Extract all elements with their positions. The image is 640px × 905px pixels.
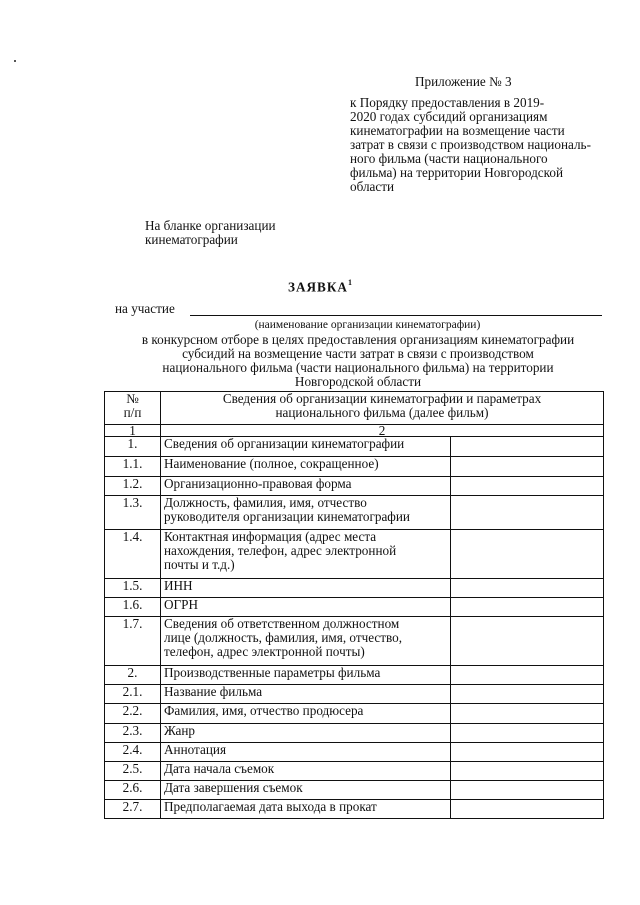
table-header-row	[105, 392, 604, 425]
footnote-mark: 1	[347, 278, 352, 287]
appendix-line: затрат в связи с производством националь-	[350, 137, 591, 152]
application-table	[104, 391, 604, 819]
row-description-line: Производственные параметры фильма	[164, 665, 381, 680]
row-description-line: Наименование (полное, сокращенное)	[164, 456, 379, 471]
row-description-line: Дата завершения съемок	[164, 780, 303, 795]
row-description	[161, 457, 451, 477]
row-number: 1.3.	[105, 496, 161, 530]
row-value-field[interactable]	[451, 617, 604, 666]
row-number: 1.6.	[105, 598, 161, 617]
row-number: 2.4.	[105, 743, 161, 762]
header-number-line: п/п	[123, 405, 142, 420]
row-value-field[interactable]	[451, 743, 604, 762]
row-value-field[interactable]	[451, 496, 604, 530]
row-description	[161, 530, 451, 579]
table-row	[105, 724, 604, 743]
row-description-line: почты и т.д.)	[164, 557, 235, 572]
row-number: 2.3.	[105, 724, 161, 743]
row-description-line: ИНН	[164, 578, 193, 593]
row-number: 1.7.	[105, 617, 161, 666]
row-description	[161, 617, 451, 666]
row-description	[161, 762, 451, 781]
row-description-line: Дата начала съемок	[164, 761, 275, 776]
table-row	[105, 477, 604, 496]
row-description-line: руководителя организации кинематографии	[164, 509, 410, 524]
row-value-field[interactable]	[451, 685, 604, 704]
table-row	[105, 530, 604, 579]
appendix-line: кинематографии на возмещение части	[350, 123, 565, 138]
row-number: 1.1.	[105, 457, 161, 477]
row-value-field[interactable]	[451, 477, 604, 496]
letterhead-line: кинематографии	[145, 232, 238, 247]
purpose-line: в конкурсном отборе в целях предоставления организациям кинематографии	[141, 332, 575, 347]
table-row	[105, 579, 604, 598]
appendix-title: Приложение № 3	[415, 74, 512, 89]
purpose-line: национального фильма (части национального фильма) на территории	[162, 360, 554, 375]
participation-label: на участие	[115, 301, 175, 316]
row-value-field[interactable]	[451, 579, 604, 598]
table-row	[105, 800, 604, 819]
row-description-line: Сведения об организации кинематографии	[164, 436, 405, 451]
table-row	[105, 685, 604, 704]
appendix-line: фильма) на территории Новгородской	[350, 165, 564, 180]
table-index-row	[105, 425, 604, 437]
row-number: 2.5.	[105, 762, 161, 781]
table-row	[105, 781, 604, 800]
row-value-field[interactable]	[451, 781, 604, 800]
row-description-line: ОГРН	[164, 597, 199, 612]
header-number-cell	[105, 392, 161, 425]
row-number: 1.4.	[105, 530, 161, 579]
row-description	[161, 477, 451, 496]
row-description	[161, 800, 451, 819]
table-row	[105, 743, 604, 762]
row-number: 2.1.	[105, 685, 161, 704]
appendix-line: области	[350, 179, 395, 194]
appendix-line: к Порядку предоставления в 2019-	[350, 95, 545, 110]
purpose-text	[113, 333, 603, 389]
row-description-line: телефон, адрес электронной почты)	[164, 644, 365, 659]
row-description-line: Организационно-правовая форма	[164, 476, 352, 491]
row-description	[161, 579, 451, 598]
row-value-field[interactable]	[451, 762, 604, 781]
document-title	[0, 277, 640, 294]
row-description	[161, 743, 451, 762]
row-value-field[interactable]	[451, 724, 604, 743]
header-number-line: №	[126, 391, 139, 406]
organization-name-hint: (наименование организации кинематографии)	[254, 319, 481, 331]
appendix-reference	[350, 96, 605, 194]
table-row	[105, 617, 604, 666]
table-row	[105, 704, 604, 724]
row-value-field[interactable]	[451, 704, 604, 724]
row-description	[161, 598, 451, 617]
row-number: 2.6.	[105, 781, 161, 800]
index-cell: 2	[161, 425, 604, 437]
row-value-field[interactable]	[451, 437, 604, 457]
row-description-line: лице (должность, фамилия, имя, отчество,	[164, 630, 403, 645]
table-row	[105, 496, 604, 530]
letterhead-line: На бланке организации	[145, 218, 276, 233]
scan-speck	[14, 60, 16, 62]
title-text: ЗАЯВКА	[288, 279, 348, 295]
letterhead-note	[145, 219, 325, 247]
row-description-line: нахождения, телефон, адрес электронной	[164, 543, 397, 558]
header-description-cell	[161, 392, 604, 425]
row-number: 1.	[105, 437, 161, 457]
header-description-line: Сведения об организации кинематографии и параметрах	[222, 391, 542, 406]
row-number: 1.5.	[105, 579, 161, 598]
row-value-field[interactable]	[451, 800, 604, 819]
row-description	[161, 496, 451, 530]
purpose-line: Новгородской области	[294, 374, 422, 389]
row-description-line: Сведения об ответственном должностном	[164, 616, 400, 631]
row-description	[161, 437, 451, 457]
row-description-line: Должность, фамилия, имя, отчество	[164, 495, 367, 510]
row-value-field[interactable]	[451, 457, 604, 477]
purpose-line: субсидий на возмещение части затрат в связи с производством	[182, 346, 534, 361]
row-value-field[interactable]	[451, 598, 604, 617]
row-value-field[interactable]	[451, 666, 604, 685]
organization-name-blank[interactable]	[190, 315, 602, 316]
row-description-line: Название фильма	[164, 684, 263, 699]
index-cell: 1	[105, 425, 161, 437]
row-description-line: Предполагаемая дата выхода в прокат	[164, 799, 377, 814]
table-row	[105, 762, 604, 781]
table-row	[105, 437, 604, 457]
row-number: 2.2.	[105, 704, 161, 724]
header-description-line: национального фильма (далее фильм)	[275, 405, 489, 420]
table-row	[105, 666, 604, 685]
row-description	[161, 704, 451, 724]
row-value-field[interactable]	[451, 530, 604, 579]
table-row	[105, 457, 604, 477]
row-description	[161, 781, 451, 800]
row-description-line: Аннотация	[164, 742, 227, 757]
row-description-line: Жанр	[164, 723, 195, 738]
appendix-line: ного фильма (части национального	[350, 151, 548, 166]
row-description-line: Фамилия, имя, отчество продюсера	[164, 703, 364, 718]
row-description	[161, 685, 451, 704]
table-row	[105, 598, 604, 617]
appendix-line: 2020 годах субсидий организациям	[350, 109, 548, 124]
row-description	[161, 724, 451, 743]
row-description-line: Контактная информация (адрес места	[164, 529, 377, 544]
row-description	[161, 666, 451, 685]
row-number: 2.	[105, 666, 161, 685]
row-number: 1.2.	[105, 477, 161, 496]
row-number: 2.7.	[105, 800, 161, 819]
